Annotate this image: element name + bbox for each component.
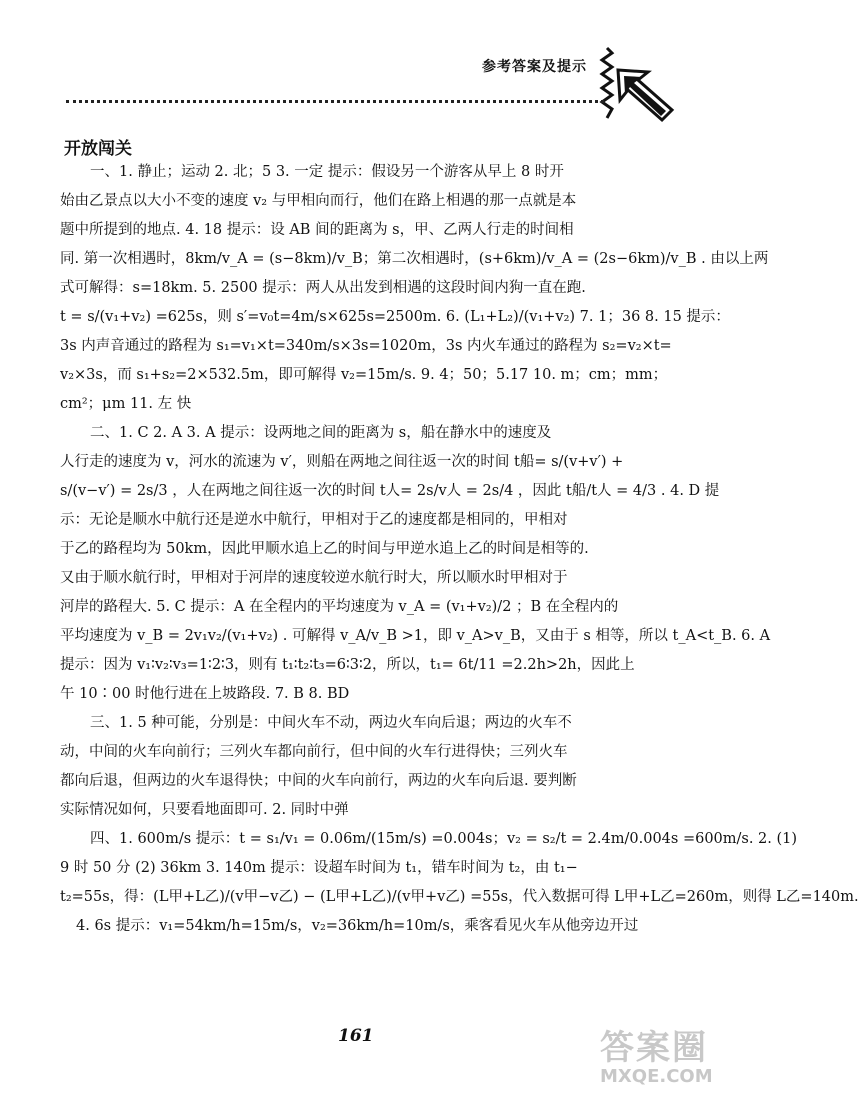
text-line: 同. 第一次相遇时，8km/v_A = (s−8km)/v_B；第二次相遇时，(s+6km)/v_A = (2s−6km)/v_B . 由以上两: [60, 251, 769, 267]
text-line: 三、1. 5 种可能，分别是：中间火车不动，两边火车向后退；两边的火车不: [90, 715, 572, 731]
text-line: 9 时 50 分 (2) 36km 3. 140m 提示：设超车时间为 t₁，错车时间为 t₂，由 t₁−: [60, 860, 578, 876]
text-line: 式可解得：s=18km. 5. 2500 提示：两人从出发到相遇的这段时间内狗一直在跑.: [60, 280, 586, 296]
text-line: 人行走的速度为 v，河水的流速为 v′，则船在两地之间往返一次的时间 t船= s/(v+v′) +: [60, 454, 624, 470]
text-line: 河岸的路程大. 5. C 提示：A 在全程内的平均速度为 v_A = (v₁+v₂)/2 ；B 在全程内的: [60, 599, 619, 615]
watermark-logo: [600, 1030, 750, 1090]
text-line: 提示：因为 v₁∶v₂∶v₃=1∶2∶3，则有 t₁∶t₂∶t₃=6∶3∶2，所以，t₁= 6t/11 =2.2h>2h，因此上: [60, 657, 635, 673]
watermark-text: 答案圈: [600, 1028, 708, 1068]
header-title: 参考答案及提示: [482, 59, 587, 75]
text-line: 始由乙景点以大小不变的速度 v₂ 与甲相向而行，他们在路上相遇的那一点就是本: [60, 193, 577, 209]
section-title: 开放闯关: [64, 139, 132, 159]
text-line: 又由于顺水航行时，甲相对于河岸的速度较逆水航行时大，所以顺水时甲相对于: [60, 570, 568, 586]
text-line: v₂×3s，而 s₁+s₂=2×532.5m，即可解得 v₂=15m/s. 9. 4；50；5.17 10. m；cm；mm；: [60, 367, 668, 383]
text-line: 二、1. C 2. A 3. A 提示：设两地之间的距离为 s，船在静水中的速度及: [90, 425, 552, 441]
watermark-url: MXQE.COM: [600, 1066, 713, 1087]
text-line: 动，中间的火车向前行；三列火车都向前行，但中间的火车行进得快；三列火车: [60, 744, 568, 760]
text-line: 都向后退，但两边的火车退得快；中间的火车向前行，两边的火车向后退. 要判断: [60, 773, 577, 789]
text-line: 示：无论是顺水中航行还是逆水中航行，甲相对于乙的速度都是相同的，甲相对: [60, 512, 568, 528]
text-line: 平均速度为 v_B = 2v₁v₂/(v₁+v₂) . 可解得 v_A/v_B >1，即 v_A>v_B，又由于 s 相等，所以 t_A<t_B. 6. A: [60, 628, 771, 644]
answer-content: [60, 158, 859, 941]
text-line: 一、1. 静止；运动 2. 北；5 3. 一定 提示：假设另一个游客从早上 8 时开: [90, 164, 564, 180]
text-line: 午 10∶00 时他行进在上坡路段. 7. B 8. BD: [60, 686, 350, 702]
text-line: s/(v−v′) = 2s/3 ，人在两地之间往返一次的时间 t人= 2s/v人 = 2s/4 ，因此 t船/t人 = 4/3 . 4. D 提: [60, 483, 720, 499]
text-line: 4. 6s 提示：v₁=54km/h=15m/s，v₂=36km/h=10m/s，乘客看见火车从他旁边开过: [76, 918, 639, 934]
text-line: 3s 内声音通过的路程为 s₁=v₁×t=340m/s×3s=1020m，3s 内火车通过的路程为 s₂=v₂×t=: [60, 338, 672, 354]
header-divider: [66, 100, 604, 103]
page-number: 161: [338, 1026, 374, 1046]
zigzag-border-icon: [600, 48, 614, 118]
arrow-logo-icon: [614, 66, 676, 122]
text-line: 实际情况如何，只要看地面即可. 2. 同时中弹: [60, 802, 349, 818]
text-line: 四、1. 600m/s 提示：t = s₁/v₁ = 0.06m/(15m/s) =0.004s；v₂ = s₂/t = 2.4m/0.004s =600m/s. 2. (1): [90, 831, 798, 847]
text-line: 于乙的路程均为 50km，因此甲顺水追上乙的时间与甲逆水追上乙的时间是相等的.: [60, 541, 589, 557]
text-line: cm²；μm 11. 左 快: [60, 396, 192, 412]
text-line: t₂=55s，得：(L甲+L乙)/(v甲−v乙) − (L甲+L乙)/(v甲+v乙) =55s，代入数据可得 L甲+L乙=260m，则得 L乙=140m.: [60, 889, 859, 905]
text-line: 题中所提到的地点. 4. 18 提示：设 AB 间的距离为 s，甲、乙两人行走的时间相: [60, 222, 574, 238]
text-line: t = s/(v₁+v₂) =625s，则 s′=v₀t=4m/s×625s=2500m. 6. (L₁+L₂)/(v₁+v₂) 7. 1；36 8. 15 提示：: [60, 309, 730, 325]
